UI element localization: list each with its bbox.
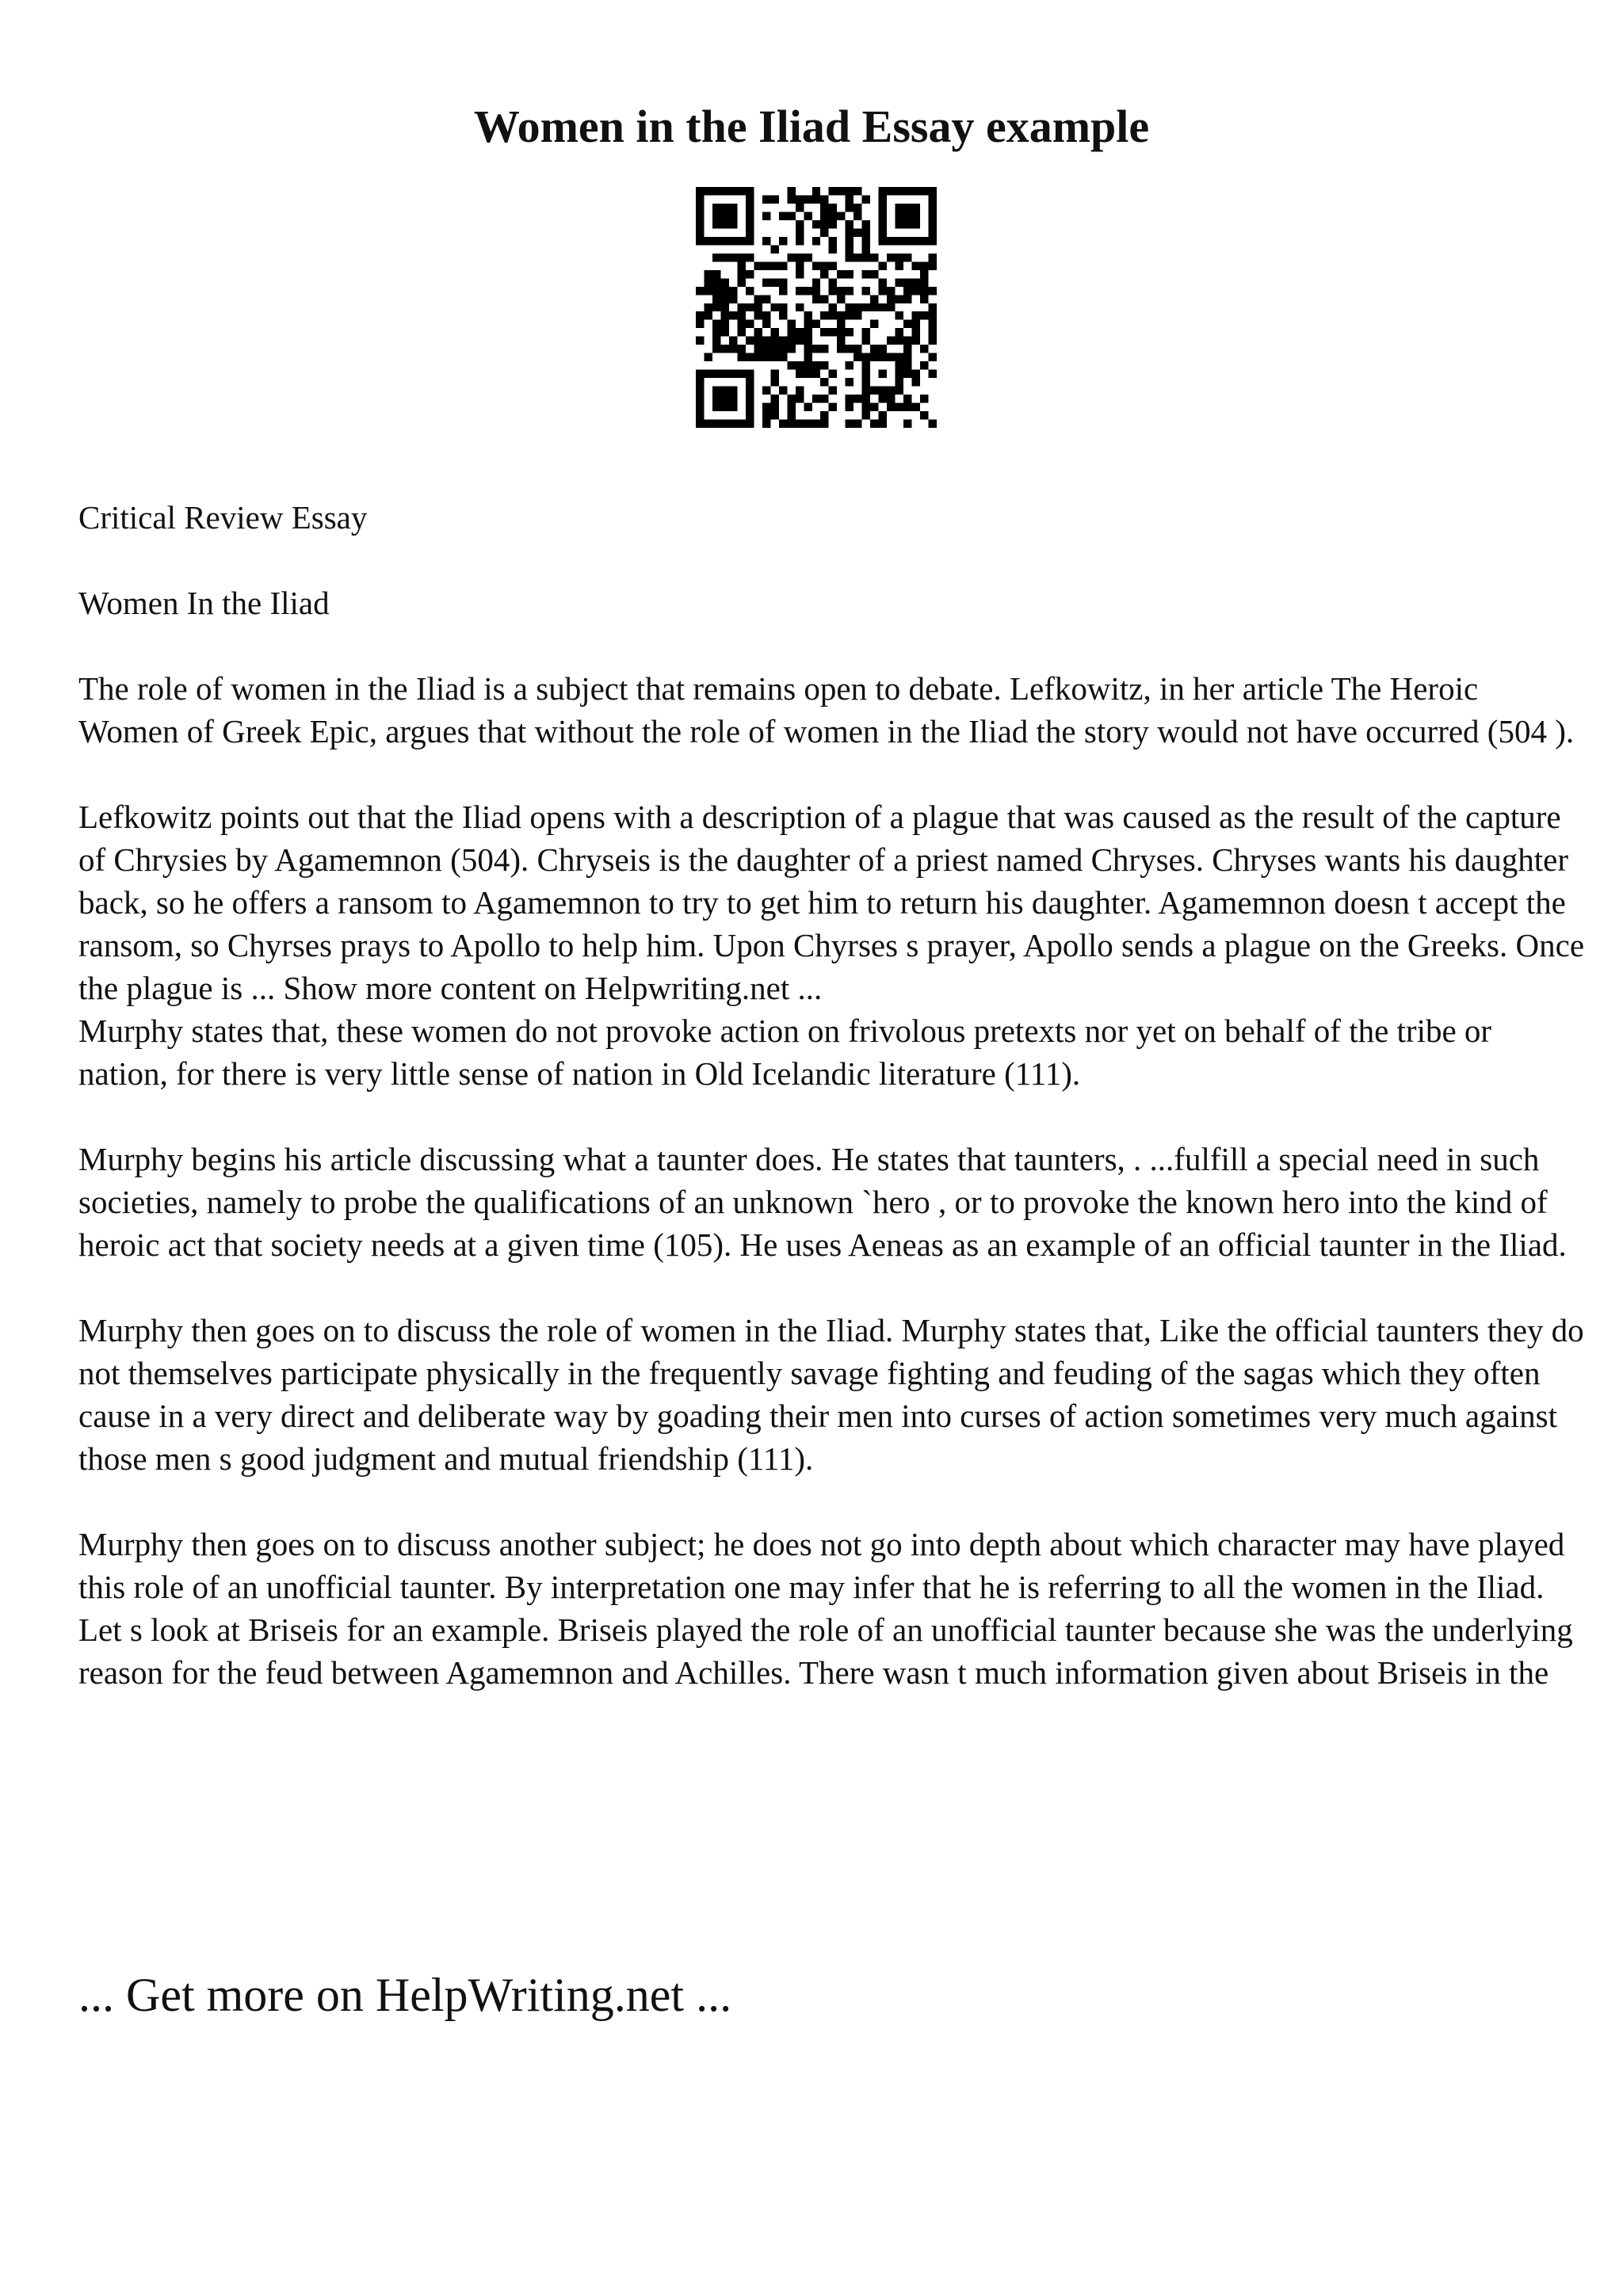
document-title: Women in the Iliad Essay example <box>473 101 1150 152</box>
paragraph: Murphy then goes on to discuss another subject; he does not go into depth about which character may have played this role of an unofficial taunter. By interpretation one may infer that he is referring to all the women in the Iliad. Let s look at Briseis for an example. Briseis played the role of an unofficial taunter because she was the underlying reason for the feud between Agamemnon and Achilles. There wasn t much information given about Briseis in the <box>78 1526 1573 1691</box>
get-more-link[interactable]: ... Get more on HelpWriting.net ... <box>78 1969 732 2021</box>
paragraph: Murphy then goes on to discuss the role of women in the Iliad. Murphy states that, Like the official taunters they do not themselves participate physically in the frequently savage fighting and feuding of the sagas which they often cause in a very direct and deliberate way by goading their men into curses of action sometimes very much against those men s good judgment and mutual friendship (111). <box>78 1312 1584 1477</box>
paragraph: Lefkowitz points out that the Iliad opens with a description of a plague that was caused as the result of the capture of Chrysies by Agamemnon (504). Chryseis is the daughter of a priest named Chryses. Chryses wants his daughter back, so he offers a ransom to Agamemnon to try to get him to return his daughter. Agamemnon doesn t accept the ransom, so Chyrses prays to Apollo to help him. Upon Chyrses s prayer, Apollo sends a plague on the Greeks. Once the plague is ... Show more content on Helpwriting.net ... <box>78 799 1585 1006</box>
qr-code-icon <box>696 187 937 428</box>
essay-body <box>78 496 1584 1737</box>
paragraph: The role of women in the Iliad is a subject that remains open to debate. Lefkowitz, in her article The Heroic Women of Greek Epic, argues that without the role of women in the Iliad the story would not have occurred (504 ). <box>78 670 1575 749</box>
essay-subtitle: Women In the Iliad <box>78 585 330 621</box>
paragraph: Murphy states that, these women do not provoke action on frivolous pretexts nor yet on behalf of the tribe or nation, for there is very little sense of nation in Old Icelandic literature (111). <box>78 1013 1492 1092</box>
paragraph: Murphy begins his article discussing what a taunter does. He states that taunters, . ...fulfill a special need in such societies, namely to probe the qualifications of an unknown `hero , or to provoke the known hero into the kind of heroic act that society needs at a given time (105). He uses Aeneas as an example of an official taunter in the Iliad. <box>78 1141 1567 1263</box>
section-heading: Critical Review Essay <box>78 499 368 536</box>
